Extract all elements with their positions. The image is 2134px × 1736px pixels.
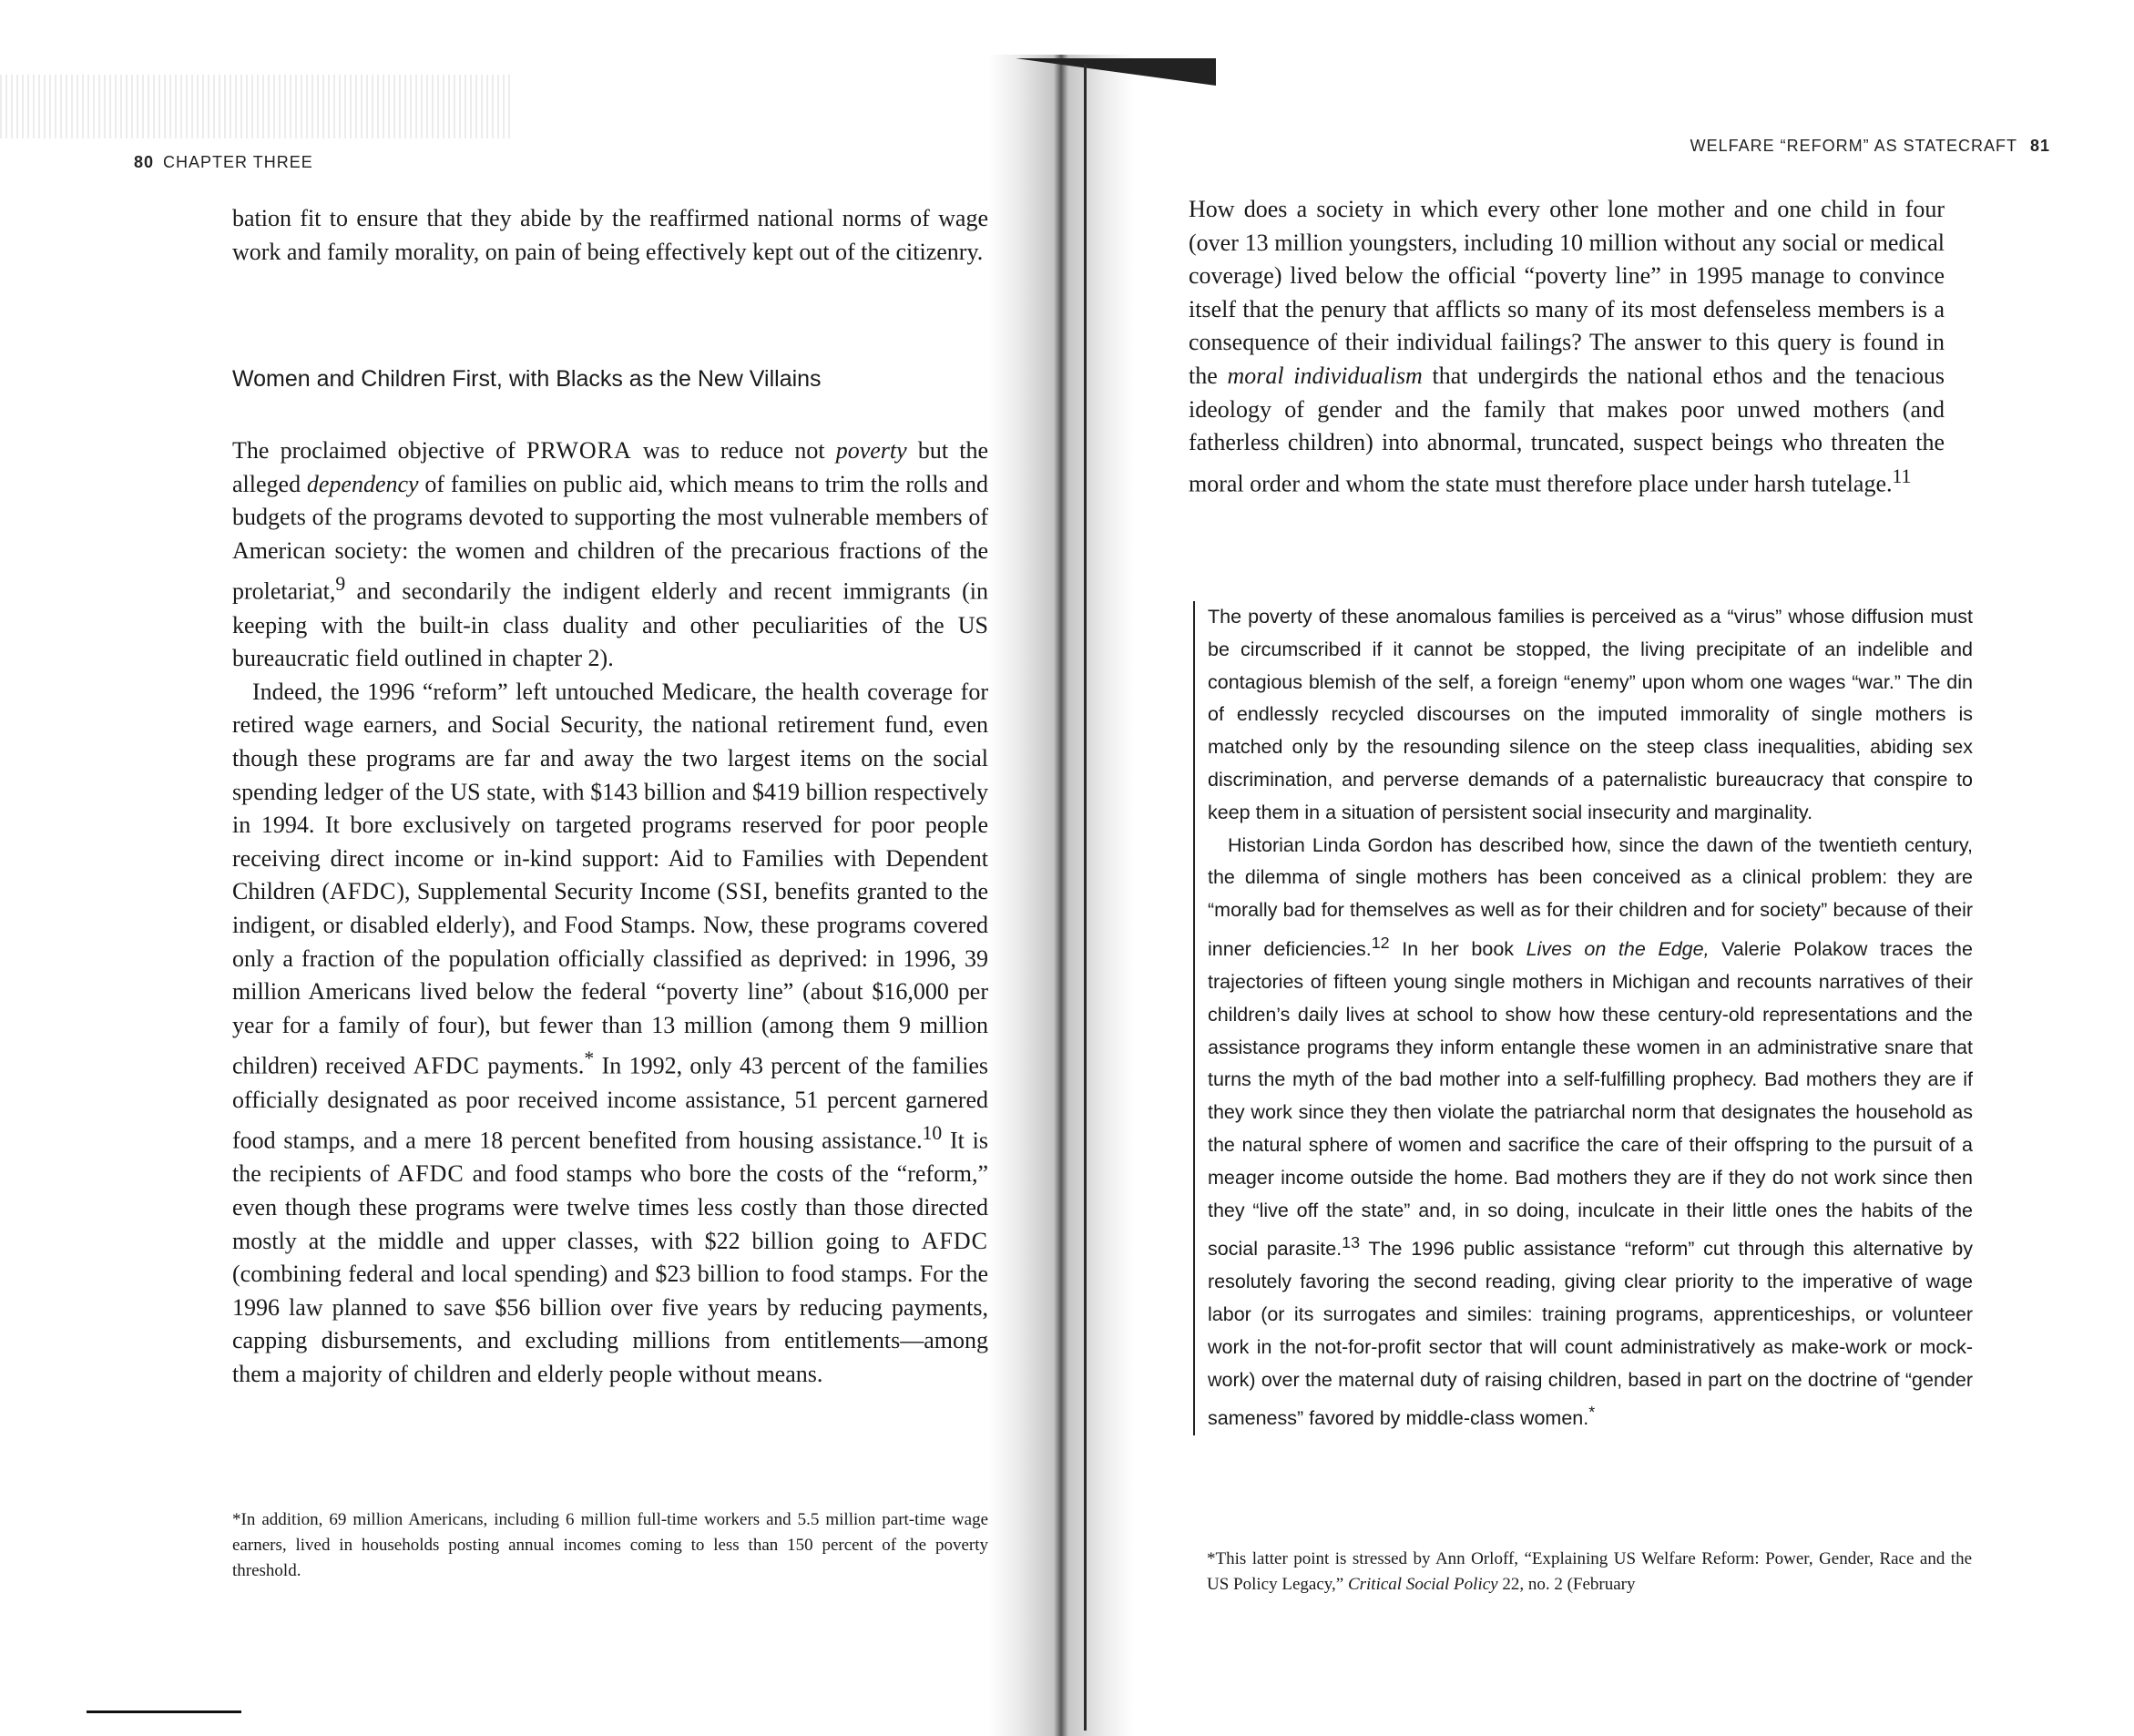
note-ref: * (584, 1047, 595, 1070)
quote-paragraph-2: Historian Linda Gordon has described how, since the dawn of the twentieth century, the dilemma of single mothers has been conceived as a clinical problem: they are “morally bad for themselves as well as for their children and for society” because of their inner deficiencies.$^{12}$ In her book Lives on the Edge, Valerie Polakow traces the trajectories of fifteen young single mothers in Michigan and recounts narratives of their children’s daily lives at school to show how these century-old representations and the assistance programs they inform entangle these women in an administrative snare that turns the myth of the bad mother into a self-fulfilling prophecy. Bad mothers they are if they work since they then violate the patriarchal norm that designates the household as the natural sphere of women and sacrifice the care of their offspring to the pursuit of a meager income outside the home. Bad mothers they are if they do not work since then they “live off the state” and, in so doing, inculcate in their little ones the habits of the social parasite.$^{13}$ The 1996 public assistance “reform” cut through this alternative by resolutely favoring the second reading, giving clear priority to the imperative of wage labor (or its surrogates and similes: training programs, apprenticeships, or volunteer work in the not-for-profit sector that will count administratively as make-work or mock-work) over the maternal duty of raising children, based in part on the doctrine of “gender sameness” favored by middle-class women.* (1208, 833, 1974, 1430)
note-ref: 13 (1342, 1233, 1361, 1252)
spine-line (1084, 64, 1087, 1731)
left-continuation-text: bation fit to ensure that they abide by the reaffirmed national norms of wage work and family morality, on pain of being effectively kept out of the citizenry. (232, 205, 988, 265)
quote-paragraph-1: The poverty of these anomalous families is perceived as a “virus” whose diffusion must be circumscribed if it cannot be stopped, the living precipitate of an indelible and contagious blemish of the self, a foreign “enemy” upon whom one wages “war.” The din of endlessly recycled discourses on the imputed immorality of single mothers is matched only by the resounding silence on the steep class inequalities, abiding sex discrimination, and perverse demands of a paternalistic bureaucracy that conspire to keep them in a situation of persistent social insecurity and marginality. (1208, 606, 1973, 823)
note-ref: 11 (1892, 465, 1912, 487)
right-running-head (1690, 137, 2050, 156)
note-ref: 10 (922, 1122, 943, 1145)
scan-mark (87, 1710, 241, 1713)
left-footnote: *In addition, 69 million Americans, including 6 million full-time workers and 5.5 million part-time wage earners, lived in households posting annual incomes coming to less than 150 percent of the poverty threshold. (232, 1510, 988, 1580)
page-number-right: 81 (2029, 137, 2050, 155)
left-body-text (232, 434, 988, 1392)
section-heading: Women and Children First, with Blacks as the New Villains (232, 366, 822, 392)
left-running-head (134, 153, 313, 172)
note-ref: 12 (1371, 933, 1390, 952)
chapter-label: CHAPTER THREE (163, 153, 313, 171)
page-number-left: 80 (134, 153, 155, 171)
note-ref: 9 (335, 573, 346, 596)
right-paragraph-1: How does a society in which every other lone mother and one child in four (over 13 million youngsters, including 10 million without any social or medical coverage) lived below the official “poverty line” in 1995 manage to convince itself that the penury that afflicts so many of its most defenseless members is a consequence of their individual failings? The answer to this query is found in the moral individualism that undergirds the national ethos and the tenacious ideology of gender and the family that makes poor unwed mothers (and fatherless children) into abnormal, truncated, suspect beings who threaten the moral order and whom the state must therefore place under harsh tutelage.$^{11}$ (1189, 196, 1945, 497)
running-title: WELFARE “REFORM” AS STATECRAFT (1690, 137, 2017, 155)
paragraph-2: Indeed, the 1996 “reform” left untouched Medicare, the health coverage for retired wage earners, and Social Security, the national retirement fund, even though these programs are far and away the two largest items on the social spending ledger of the US state, with $143 billion and $419 billion respectively in 1994. It bore exclusively on targeted programs reserved for poor people receiving direct income or in-kind support: Aid to Families with Dependent Children (AFDC), Supplemental Security Income (SSI, benefits granted to the indigent, or disabled elderly), and Food Stamps. Now, these programs covered only a fraction of the population officially classified as deprived: in 1996, 39 million Americans lived below the federal “poverty line” (about $16,000 per year for a family of four), but fewer than 13 million (among them 9 million children) received AFDC payments.* In 1992, only 43 percent of the families officially designated as poor received income assistance, 51 percent garnered food stamps, and a mere 18 percent benefited from housing assistance.$^{10}$ It is the recipients of AFDC and food stamps who bore the costs of the “reform,” even though these programs were twelve times less costly than those directed mostly at the middle and upper classes, with $22 billion going to AFDC (combining federal and local spending) and $23 billion to food stamps. For the 1996 law planned to save $56 billion over five years by reducing payments, capping disbursements, and excluding millions from entitlements—among them a majority of children and elderly people without means. (232, 678, 988, 1387)
right-footnote: *This latter point is stressed by Ann Orloff, “Explaining US Welfare Reform: Power, Gender, Race and the US Policy Legacy,” Critical Social Policy 22, no. 2 (February (1207, 1549, 1972, 1594)
note-ref: * (1588, 1403, 1596, 1422)
right-body-text (1189, 193, 1945, 501)
block-quote (1193, 601, 1973, 1435)
paragraph-1: The proclaimed objective of PRWORA was to reduce not poverty but the alleged dependency of families on public aid, which means to trim the rolls and budgets of the programs devoted to supporting the most vulnerable members of American society: the women and children of the precarious fractions of the proletariat,$^9$ and secondarily the indigent elderly and recent immigrants (in keeping with the built-in class duality and other peculiarities of the US bureaucratic field outlined in chapter 2). (232, 437, 989, 672)
